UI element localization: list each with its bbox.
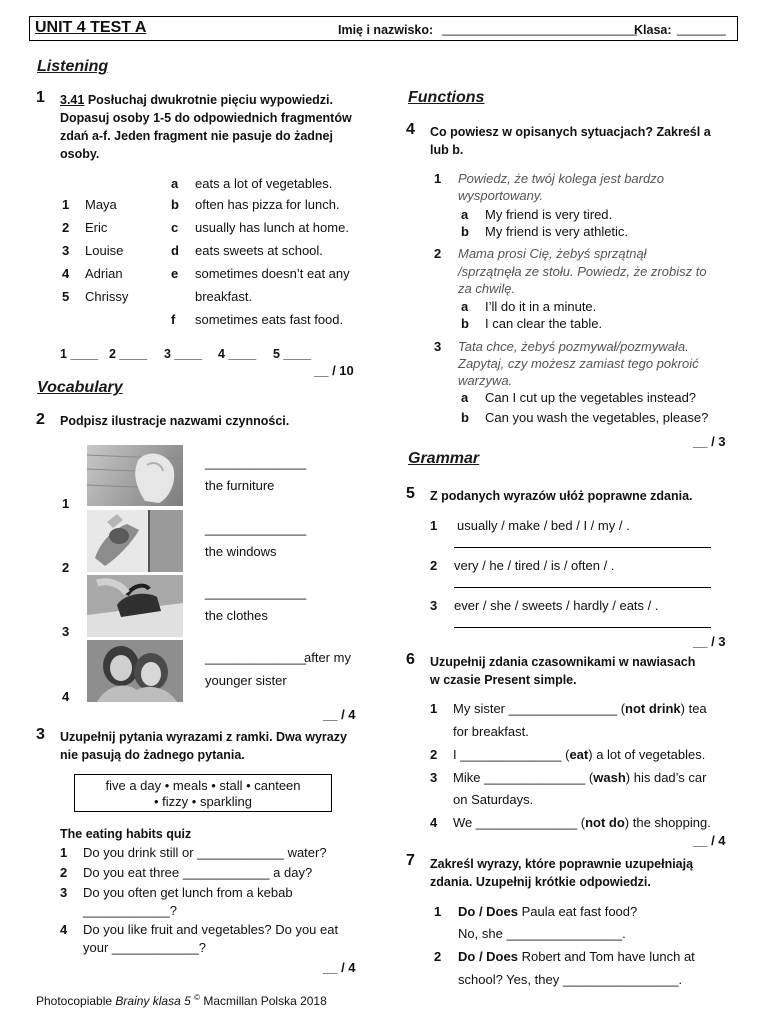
blank[interactable]: ______________	[484, 770, 586, 785]
person-number: 4	[62, 266, 70, 281]
choice-b[interactable]: I can clear the table.	[485, 316, 603, 331]
item-number: 3	[430, 598, 438, 613]
item-number: 4	[430, 815, 438, 830]
word-box-line: five a day • meals • stall • canteen	[105, 778, 301, 793]
grammar-item-cont: on Saturdays.	[453, 792, 534, 807]
q4-number: 4	[406, 121, 415, 138]
blank[interactable]: ____________	[83, 903, 170, 918]
person-number: 5	[62, 289, 70, 304]
blank[interactable]: ________________	[562, 972, 679, 987]
person-name: Adrian	[85, 266, 123, 281]
prompt-text: /sprzątnęła ze stołu. Powiedz, że zrobisz to	[458, 264, 707, 279]
choice-a[interactable]: I’ll do it in a minute.	[485, 299, 597, 314]
option-text: breakfast.	[195, 289, 253, 304]
q7-item-2-answer: school? Yes, they ________________.	[458, 972, 683, 987]
grammar-item-cont: for breakfast.	[453, 724, 529, 739]
person-number: 3	[62, 243, 70, 258]
item-number: 1	[434, 171, 442, 186]
blank[interactable]: ____________	[111, 940, 199, 955]
option-letter: f	[171, 312, 176, 327]
photo-dusting-furniture	[87, 445, 183, 506]
q1-number: 1	[36, 89, 45, 106]
item-text: the windows	[205, 544, 277, 559]
q7-number: 7	[406, 852, 415, 869]
answer-line[interactable]: ______________	[205, 521, 307, 536]
choice[interactable]: Do / Does	[458, 904, 518, 919]
choice-letter: a	[461, 299, 469, 314]
item-number: 2	[430, 747, 438, 762]
item-number: 2	[60, 865, 68, 880]
blank[interactable]: ______________	[475, 815, 578, 830]
choice-letter: a	[461, 390, 469, 405]
answer-line[interactable]	[454, 547, 711, 548]
item-number: 3	[430, 770, 438, 785]
item-number: 1	[430, 518, 438, 533]
q2-score: __ / 4	[323, 707, 356, 722]
person-name: Louise	[85, 243, 124, 258]
word-order: very / he / tired / is / often / .	[454, 558, 615, 573]
answer-4[interactable]: 4 ____	[218, 347, 257, 361]
vocabulary-title: Vocabulary	[37, 379, 123, 396]
choice-a[interactable]: My friend is very tired.	[485, 207, 613, 222]
option-text: eats sweets at school.	[195, 243, 323, 258]
prompt-text: Tata chce, żebyś pozmywał/pozmywała.	[458, 339, 689, 354]
choice-letter: b	[461, 410, 469, 425]
name-label: Imię i nazwisko:	[338, 23, 434, 37]
option-letter: b	[171, 197, 179, 212]
option-letter: c	[171, 220, 179, 235]
prompt-text: Zapytaj, czy możesz zamiast tego pokroić	[458, 356, 699, 371]
item-number: 4	[60, 922, 68, 937]
prompt-text: za chwilę.	[458, 281, 516, 296]
quiz-item-1: Do you drink still or ____________ water?	[83, 845, 327, 860]
item-text: the furniture	[205, 478, 275, 493]
item-number: 1	[430, 701, 438, 716]
option-text: often has pizza for lunch.	[195, 197, 340, 212]
footer: Photocopiable Brainy klasa 5 © Macmillan Polska 2018	[36, 993, 327, 1008]
item-text: after my	[304, 650, 351, 665]
choice-a[interactable]: Can I cut up the vegetables instead?	[485, 390, 697, 405]
quiz-item-4-blank: your ____________?	[83, 940, 206, 955]
choice[interactable]: Do / Does	[458, 949, 518, 964]
item-number: 2	[430, 558, 438, 573]
q3-instruction: Uzupełnij pytania wyrazami z ramki. Dwa wyrazy nie pasują do żadnego pytania.	[60, 730, 347, 762]
person-name: Chrissy	[85, 289, 129, 304]
q6-number: 6	[406, 651, 415, 668]
choice-letter: b	[461, 224, 469, 239]
q1-score: __ / 10	[314, 363, 354, 378]
blank[interactable]: ____________	[197, 845, 284, 860]
q5-score: __ / 3	[693, 634, 726, 649]
choice-b[interactable]: Can you wash the vegetables, please?	[485, 410, 709, 425]
name-line[interactable]: ____________________________	[442, 22, 637, 36]
blank[interactable]: ________________	[506, 926, 623, 941]
q1-instruction: 3.41 Posłuchaj dwukrotnie pięciu wypowiedzi. Dopasuj osoby 1-5 do odpowiednich fragmentów zdań a-f. Jeden fragment nie pasuje do żadnej osoby.	[60, 93, 352, 161]
item-number: 2	[434, 246, 442, 261]
person-name: Maya	[85, 197, 117, 212]
item-number: 3	[62, 624, 70, 639]
unit-title: UNIT 4 TEST A	[35, 19, 147, 36]
q3-number: 3	[36, 726, 45, 743]
choice-letter: b	[461, 316, 469, 331]
prompt-text: warzywa.	[458, 373, 513, 388]
q7-instruction: zdania. Uzupełnij krótkie odpowiedzi.	[430, 875, 651, 889]
q6-instruction: Uzupełnij zdania czasownikami w nawiasach	[430, 655, 696, 669]
quiz-item-3-blank: ____________?	[83, 903, 177, 918]
quiz-item-3: Do you often get lunch from a kebab	[83, 885, 293, 900]
class-line[interactable]: _______	[677, 22, 726, 36]
choice-letter: a	[461, 207, 469, 222]
q4-score: __ / 3	[693, 434, 726, 449]
option-letter: e	[171, 266, 179, 281]
item-text: the clothes	[205, 608, 268, 623]
item-number: 3	[434, 339, 442, 354]
option-text: usually has lunch at home.	[195, 220, 349, 235]
q6-score: __ / 4	[693, 833, 726, 848]
q4-instruction: Co powiesz w opisanych sytuacjach? Zakreśl a lub b.	[430, 125, 711, 157]
photo-washing-windows	[87, 510, 183, 572]
photo-children	[87, 640, 183, 702]
blank[interactable]: _______________	[508, 701, 618, 716]
item-text: younger sister	[205, 673, 287, 688]
answer-line[interactable]	[454, 627, 711, 628]
q7-item-2: Do / Does Robert and Tom have lunch at	[458, 949, 695, 964]
photo-ironing-clothes	[87, 575, 183, 637]
item-number: 4	[62, 689, 70, 704]
q2-instruction: Podpisz ilustracje nazwami czynności.	[60, 414, 290, 428]
person-name: Eric	[85, 220, 108, 235]
answer-line[interactable]: ______________	[205, 650, 307, 665]
item-number: 2	[434, 949, 442, 964]
grammar-item-4: We ______________ (not do) the shopping.	[453, 815, 711, 830]
item-number: 1	[60, 845, 68, 860]
grammar-item-3: Mike ______________ (wash) his dad’s car	[453, 770, 707, 785]
prompt-text: Powiedz, że twój kolega jest bardzo	[458, 171, 664, 186]
option-text: sometimes eats fast food.	[195, 312, 344, 327]
grammar-item-2: I ______________ (eat) a lot of vegetables.	[453, 747, 706, 762]
person-number: 2	[62, 220, 70, 235]
word-box-line: • fizzy • sparkling	[154, 794, 252, 809]
blank[interactable]: ____________	[182, 865, 270, 880]
listening-title: Listening	[37, 58, 109, 75]
quiz-title: The eating habits quiz	[60, 827, 192, 841]
choice-b[interactable]: My friend is very athletic.	[485, 224, 629, 239]
answer-line[interactable]: ______________	[205, 585, 307, 600]
q2-number: 2	[36, 411, 45, 428]
q7-item-1: Do / Does Paula eat fast food?	[458, 904, 638, 919]
answer-1[interactable]: 1 ____	[60, 347, 99, 361]
answer-line[interactable]: ______________	[205, 455, 307, 470]
option-letter: a	[171, 176, 179, 191]
grammar-title: Grammar	[408, 450, 480, 467]
functions-title: Functions	[408, 89, 485, 106]
answer-line[interactable]	[454, 587, 711, 588]
word-order: usually / make / bed / I / my / .	[457, 518, 630, 533]
q6-instruction: w czasie Present simple.	[430, 673, 577, 687]
item-number: 1	[62, 496, 70, 511]
option-text: eats a lot of vegetables.	[195, 176, 333, 191]
prompt-text: wysportowany.	[458, 188, 544, 203]
item-number: 1	[434, 904, 442, 919]
word-order: ever / she / sweets / hardly / eats / .	[454, 598, 659, 613]
q5-instruction: Z podanych wyrazów ułóż poprawne zdania.	[430, 489, 693, 503]
q7-instruction: Zakreśl wyrazy, które poprawnie uzupełniają	[430, 857, 694, 871]
q3-score: __ / 4	[323, 960, 356, 975]
answer-5[interactable]: 5 ____	[273, 347, 312, 361]
word-box	[74, 774, 332, 812]
item-number: 3	[60, 885, 68, 900]
answer-3[interactable]: 3 ____	[164, 347, 203, 361]
quiz-item-4: Do you like fruit and vegetables? Do you eat	[83, 922, 339, 937]
item-number: 2	[62, 560, 70, 575]
option-text: sometimes doesn’t eat any	[195, 266, 350, 281]
grammar-item-1: My sister _______________ (not drink) tea	[453, 701, 707, 716]
class-label: Klasa:	[634, 23, 672, 37]
prompt-text: Mama prosi Cię, żebyś sprzątnął	[458, 246, 647, 261]
q5-number: 5	[406, 485, 415, 502]
option-letter: d	[171, 243, 179, 258]
quiz-item-2: Do you eat three ____________ a day?	[83, 865, 313, 880]
person-number: 1	[62, 197, 70, 212]
answer-2[interactable]: 2 ____	[109, 347, 148, 361]
blank[interactable]: ______________	[460, 747, 562, 762]
q7-item-1-answer: No, she ________________.	[458, 926, 626, 941]
